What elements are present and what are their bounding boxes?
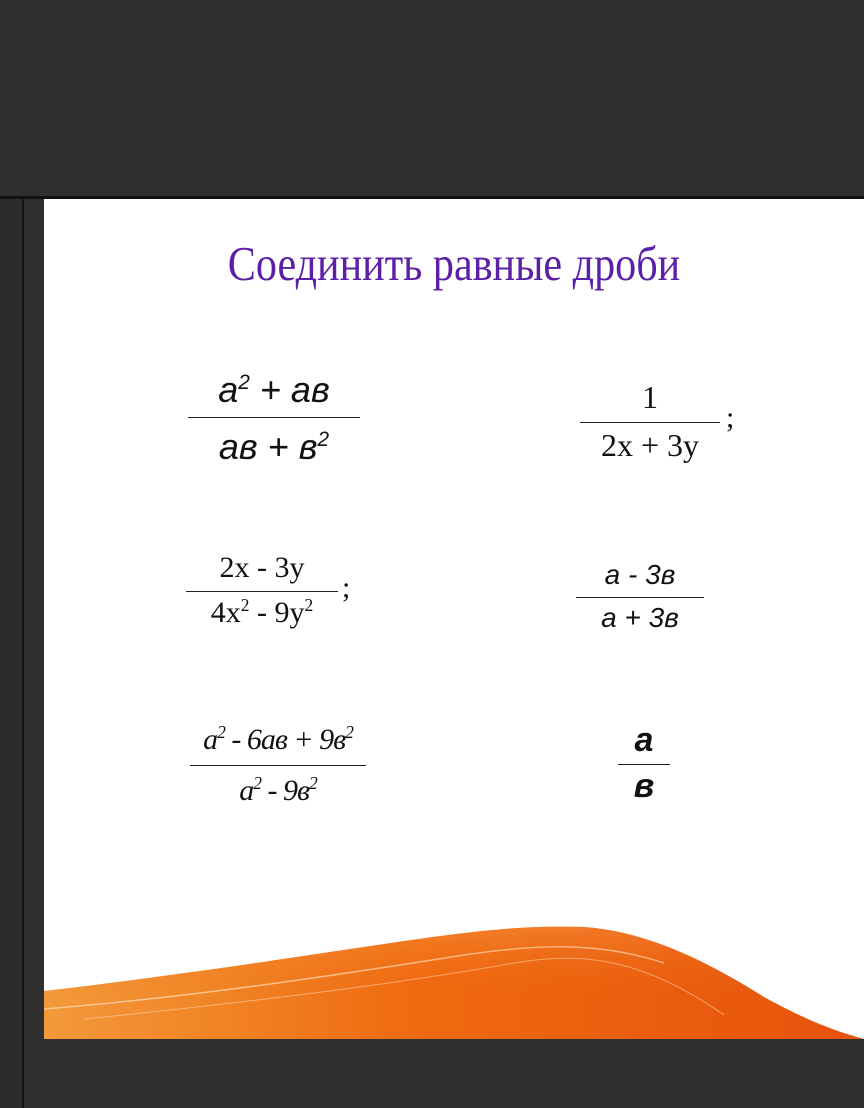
fraction-right-1 bbox=[580, 379, 735, 464]
fraction-bar bbox=[618, 764, 670, 765]
fraction-denominator: aв + $в^2$ bbox=[218, 426, 330, 467]
fraction-numerator: $a^2 - 6aв + 9в^2$ bbox=[203, 722, 353, 756]
separator-semicolon: ; bbox=[726, 401, 735, 434]
separator-semicolon: ; bbox=[342, 571, 351, 604]
top-toolbar-area bbox=[0, 0, 864, 199]
fraction-right-3 bbox=[618, 721, 670, 806]
fraction-bar bbox=[576, 597, 704, 598]
fraction-denominator: 2x + 3y bbox=[600, 427, 700, 463]
fraction-left-2 bbox=[186, 551, 351, 630]
presentation-slide bbox=[44, 199, 864, 1039]
fraction-left-1 bbox=[188, 369, 360, 468]
slide-title: Соединить равные дроби bbox=[227, 236, 681, 291]
decorative-wave bbox=[44, 919, 864, 1039]
fraction-denominator: $4x^2 - 9y^2$ bbox=[210, 595, 314, 629]
fraction-numerator: $a^2$ + aв bbox=[218, 369, 330, 410]
fraction-bar bbox=[190, 765, 366, 766]
fraction-numerator: a - 3в bbox=[604, 559, 676, 590]
fraction-denominator: $a^2 - 9в^2$ bbox=[239, 773, 317, 807]
fraction-right-2 bbox=[576, 559, 704, 634]
fraction-numerator: a bbox=[634, 721, 654, 759]
left-panel-strip bbox=[0, 199, 24, 1108]
fraction-denominator: a + 3в bbox=[601, 602, 679, 633]
fraction-denominator: в bbox=[633, 767, 655, 805]
fraction-bar bbox=[188, 417, 360, 418]
fraction-bar bbox=[186, 591, 338, 592]
fraction-numerator: 1 bbox=[642, 379, 658, 415]
fraction-bar bbox=[580, 422, 720, 423]
fraction-numerator: 2x - 3y bbox=[219, 551, 305, 584]
fraction-left-3 bbox=[190, 723, 366, 808]
